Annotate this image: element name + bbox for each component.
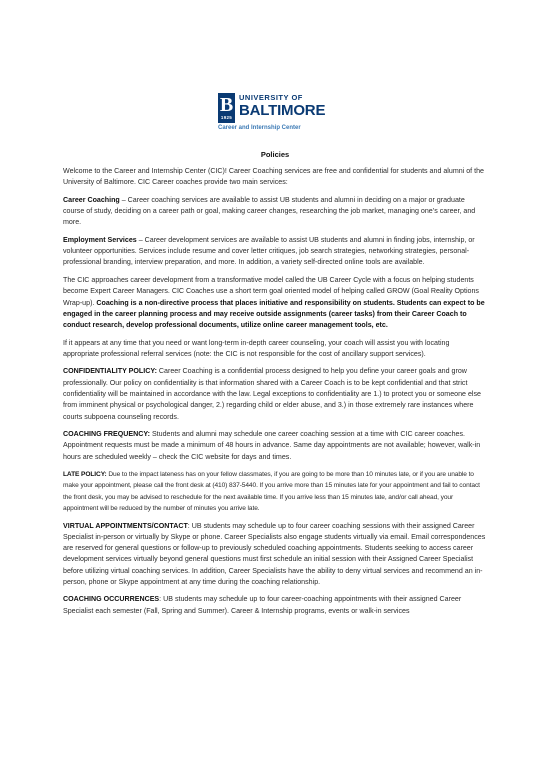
virtual-text: : UB students may schedule up to four career coaching sessions with their assigned Career Specialist in-person or virtually by Skype or phone. Career Specialists also engage students virtually via email. Email correspondences are reserved for general questions or follow-up to previously scheduled coaching appointments. Students seeking to access career development services virtually beyond general questions must first schedule an initial session with their Assigned Career Specialist before utilizing virtual coaching services. In addition, Career Specialists have the ability to deny virtual services and recommend an in-person, phone or Skype appointment at any time during the coaching relationship. xyxy=(63,521,486,586)
policy-body xyxy=(63,166,487,623)
page-title: Policies xyxy=(260,150,290,159)
career-coaching-text: – Career coaching services are available to assist UB students and alumni in deciding on a major or graduate course of study, deciding on a career path or goal, making career changes, researching the job market, managing one’s career, and more. xyxy=(63,195,476,227)
frequency-paragraph xyxy=(63,429,487,463)
late-policy-paragraph xyxy=(63,469,487,514)
logo-mark-year: 1925 xyxy=(220,115,233,120)
virtual-label: VIRTUAL APPOINTMENTS/CONTACT xyxy=(63,521,188,530)
career-coaching-label: Career Coaching xyxy=(63,195,120,204)
career-cycle-bold: Coaching is a non-directive process that places initiative and responsibility on students. Students can expect to be engaged in the career planning process and may receive outside assignments (career tasks) from their Career Coach to conduct research, develop professional documents, utilize online career management tools, etc. xyxy=(63,298,485,330)
employment-services-paragraph xyxy=(63,235,487,269)
occurrences-label: COACHING OCCURRENCES xyxy=(63,595,160,604)
university-logo xyxy=(218,93,338,138)
career-cycle-paragraph xyxy=(63,275,487,331)
late-policy-label: LATE POLICY: xyxy=(63,471,107,479)
referral-paragraph: If it appears at any time that you need or want long-term in-depth career counseling, your coach will assist you with locating appropriate professional referral services (note: the CIC is not responsible for the cost of ancillary support services). xyxy=(63,338,450,358)
confidentiality-text: Career Coaching is a confidential process designed to help you define your career goals and grow professionally. Our policy on confidentiality is that information shared with a Career Coach is to be kept confidential and that strict confidentiality will be maintained in accordance with the law. Legal exceptions to confidentiality are 1.) to protect you or someone else from imminent physical or psychological danger, 2.) regarding child or elder abuse, and 3.) in those extremely rare instances where courts subpoena counseling records. xyxy=(63,367,481,421)
occurrences-paragraph xyxy=(63,594,487,617)
employment-services-text: – Career development services are available to assist UB students and alumni in finding jobs, internship, or volunteer opportunities. Services include resume and cover letter critiques, job search strategies, networking strategies, personal-professional branding, interview preparation, and more. In addition, a variety self-directed online tools are available. xyxy=(63,235,475,267)
career-cycle-text: The CIC approaches career development from a transformative model called the UB Career Cycle with a focus on helping students become Expert Career Managers. CIC Coaches use a short term goal oriented model of helping called GROW (Goal Reality Options Wrap-up). xyxy=(63,275,479,307)
occurrences-text: : UB students may schedule up to four career-coaching appointments with their assigned Career Specialist each semester (Fall, Spring and Summer). Career & Internship programs, events or walk-in services xyxy=(63,595,462,615)
logo-baltimore: BALTIMORE xyxy=(239,102,326,119)
employment-services-label: Employment Services xyxy=(63,235,137,244)
logo-mark xyxy=(218,93,235,123)
logo-university-of: UNIVERSITY OF xyxy=(239,93,303,102)
frequency-label: COACHING FREQUENCY: xyxy=(63,430,150,439)
career-coaching-paragraph xyxy=(63,195,487,229)
intro-paragraph: Welcome to the Career and Internship Center (CIC)! Career Coaching services are free and confidential for students and alumni of the University of Baltimore. CIC Career coaches provide two main services: xyxy=(63,167,484,187)
frequency-text: Students and alumni may schedule one career coaching session at a time with CIC career coaches. Appointment requests must be made a minimum of 48 hours in advance. Same day appointments are not available; however, walk-in hours are scheduled weekly – check the CIC website for days and times. xyxy=(63,430,481,461)
virtual-paragraph xyxy=(63,521,487,589)
logo-mark-letter: B xyxy=(219,94,234,116)
logo-center-name: Career and Internship Center xyxy=(218,125,301,131)
confidentiality-paragraph xyxy=(63,366,487,422)
confidentiality-label: CONFIDENTIALITY POLICY: xyxy=(63,367,157,376)
late-policy-text: Due to the impact lateness has on your fellow classmates, if you are going to be more than 10 minutes late, or if you are unable to make your appointment, please call the front desk at (410) 837-5440. If you arrive more than 15 minutes late for your appointment and fail to contact the front desk, you may be advised to reschedule for the next available time. If you arrive less than 15 minutes late, and/or call ahead, your appointment will be reduced by the number of minutes you arrive late. xyxy=(63,471,480,513)
